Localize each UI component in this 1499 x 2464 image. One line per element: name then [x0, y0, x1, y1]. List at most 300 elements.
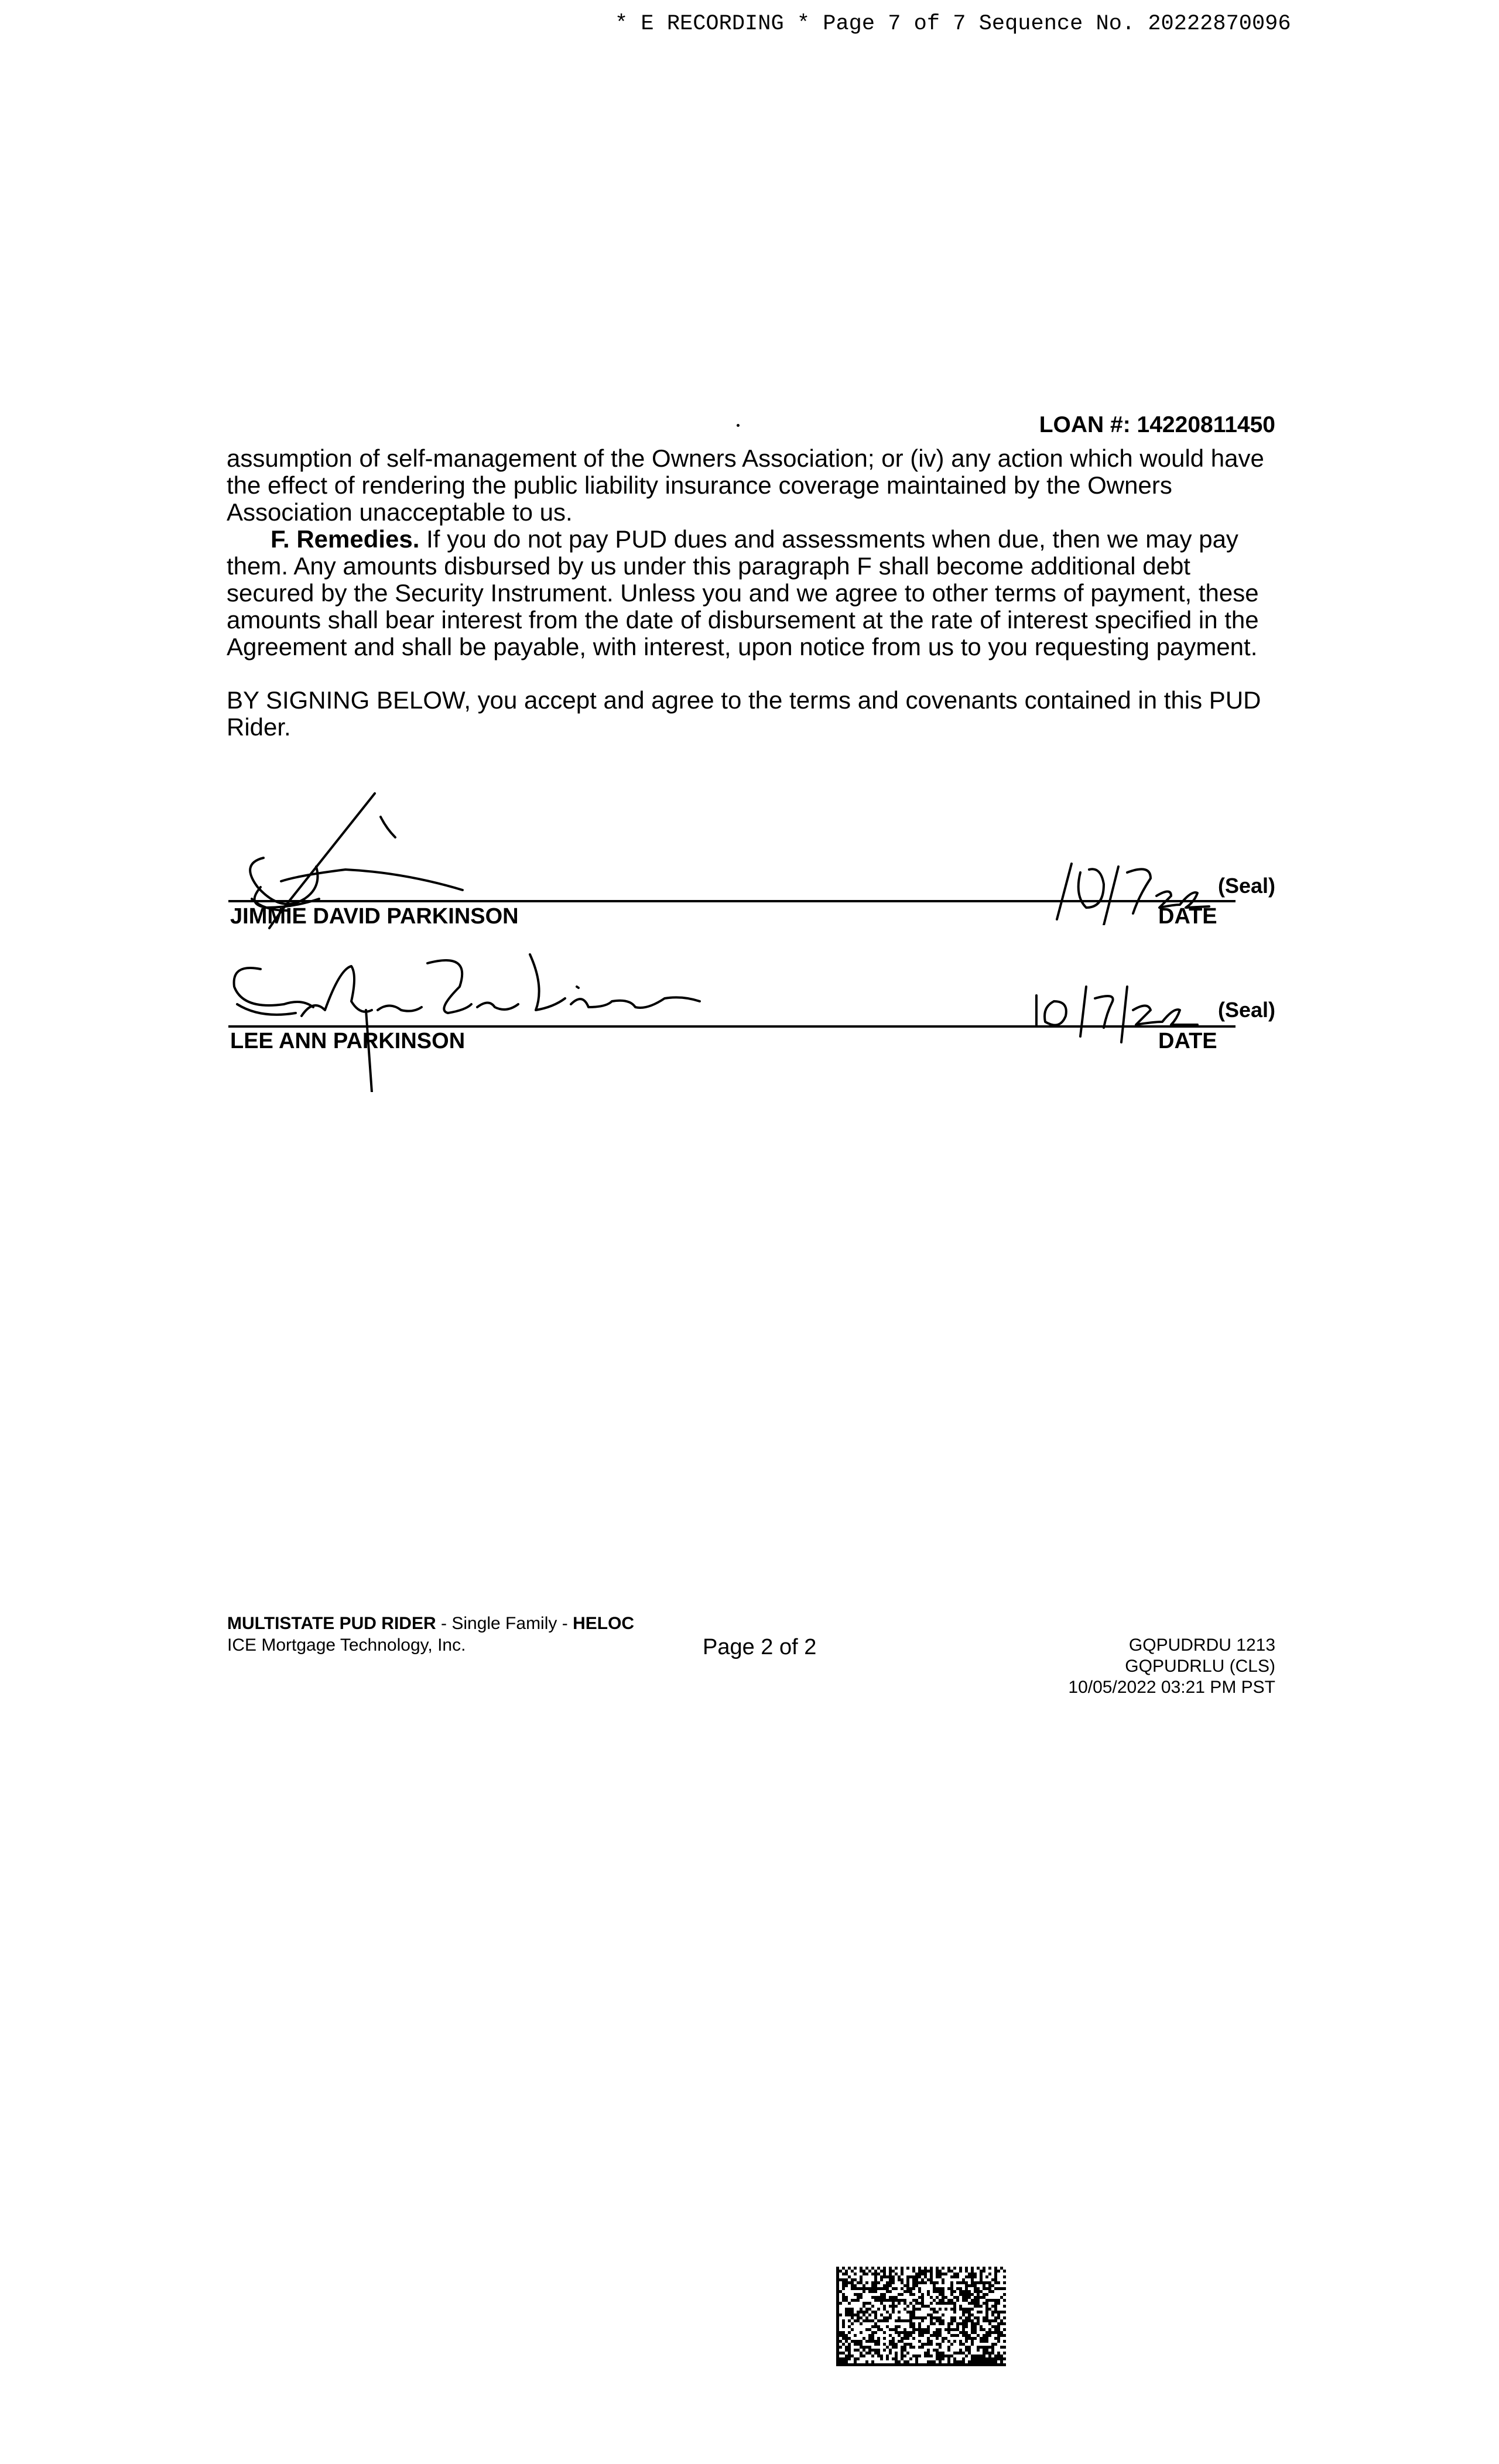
barcode-module — [936, 2331, 939, 2334]
barcode-module — [901, 2293, 903, 2296]
barcode-module — [988, 2299, 991, 2302]
barcode-module — [933, 2287, 936, 2290]
barcode-module — [927, 2305, 930, 2308]
barcode-module — [962, 2281, 965, 2284]
barcode-module — [994, 2299, 997, 2302]
barcode-module — [962, 2325, 965, 2328]
barcode-module — [939, 2322, 942, 2325]
barcode-module — [991, 2314, 994, 2316]
barcode-module — [997, 2328, 1000, 2331]
barcode-module — [983, 2363, 985, 2366]
barcode-module — [974, 2305, 977, 2308]
barcode-module — [1003, 2352, 1006, 2355]
barcode-module — [997, 2314, 1000, 2316]
barcode-module — [936, 2275, 939, 2278]
barcode-module — [909, 2302, 912, 2305]
barcode-module — [930, 2270, 933, 2273]
barcode-module — [959, 2287, 962, 2290]
barcode-module — [959, 2340, 962, 2343]
barcode-module — [874, 2287, 877, 2290]
barcode-module — [936, 2343, 939, 2346]
rider-body — [227, 445, 1278, 741]
barcode-module — [983, 2340, 985, 2343]
barcode-module — [842, 2337, 845, 2340]
stray-mark — [737, 424, 740, 427]
barcode-module — [842, 2273, 845, 2275]
barcode-module — [936, 2316, 939, 2319]
barcode-module — [839, 2270, 842, 2273]
barcode-module — [959, 2343, 962, 2346]
barcode-module — [912, 2293, 915, 2296]
barcode-module — [848, 2302, 851, 2305]
barcode-module — [953, 2311, 956, 2314]
form-title-separator: - — [557, 1614, 573, 1633]
barcode-module — [947, 2299, 950, 2302]
barcode-module — [968, 2352, 971, 2355]
barcode-module — [921, 2273, 924, 2275]
barcode-module — [903, 2355, 906, 2357]
barcode-module — [845, 2296, 848, 2299]
barcode-module — [977, 2267, 980, 2270]
barcode-module — [985, 2334, 988, 2337]
barcode-module — [921, 2346, 924, 2349]
barcode-module — [845, 2360, 848, 2363]
barcode-module — [842, 2278, 845, 2281]
barcode-module — [871, 2325, 874, 2328]
barcode-module — [933, 2322, 936, 2325]
barcode-module — [906, 2352, 909, 2355]
barcode-module — [988, 2355, 991, 2357]
barcode-module — [971, 2357, 974, 2360]
barcode-module — [845, 2278, 848, 2281]
barcode-module — [901, 2337, 903, 2340]
barcode-module — [1000, 2296, 1003, 2299]
barcode-module — [997, 2316, 1000, 2319]
barcode-module — [865, 2311, 868, 2314]
barcode-module — [956, 2275, 959, 2278]
barcode-module — [983, 2296, 985, 2299]
barcode-module — [860, 2322, 863, 2325]
barcode-module — [991, 2325, 994, 2328]
barcode-module — [854, 2293, 857, 2296]
barcode-module — [889, 2273, 892, 2275]
barcode-module — [883, 2343, 886, 2346]
barcode-module — [936, 2296, 939, 2299]
barcode-module — [836, 2284, 839, 2287]
barcode-module — [871, 2267, 874, 2270]
barcode-module — [901, 2270, 903, 2273]
barcode-module — [962, 2290, 965, 2293]
barcode-module — [898, 2340, 901, 2343]
barcode-module — [851, 2355, 854, 2357]
barcode-module — [863, 2284, 865, 2287]
barcode-module — [874, 2349, 877, 2352]
barcode-module — [985, 2314, 988, 2316]
barcode-module — [971, 2322, 974, 2325]
barcode-module — [974, 2287, 977, 2290]
barcode-module — [997, 2331, 1000, 2334]
barcode-module — [880, 2275, 883, 2278]
barcode-module — [865, 2302, 868, 2305]
barcode-module — [985, 2293, 988, 2296]
barcode-module — [912, 2331, 915, 2334]
barcode-module — [985, 2281, 988, 2284]
barcode-module — [950, 2290, 953, 2293]
barcode-module — [974, 2275, 977, 2278]
barcode-module — [839, 2357, 842, 2360]
barcode-module — [933, 2299, 936, 2302]
barcode-module — [965, 2296, 968, 2299]
barcode-module — [994, 2267, 997, 2270]
barcode-module — [924, 2363, 927, 2366]
barcode-module — [936, 2349, 939, 2352]
barcode-module — [1003, 2293, 1006, 2296]
barcode-module — [930, 2355, 933, 2357]
barcode-module — [906, 2343, 909, 2346]
barcode-module — [921, 2299, 924, 2302]
barcode-module — [854, 2363, 857, 2366]
barcode-module — [947, 2349, 950, 2352]
barcode-module — [974, 2302, 977, 2305]
barcode-module — [959, 2349, 962, 2352]
barcode-module — [977, 2360, 980, 2363]
barcode-module — [980, 2273, 983, 2275]
barcode-module — [863, 2346, 865, 2349]
barcode-module — [997, 2302, 1000, 2305]
barcode-module — [857, 2287, 860, 2290]
barcode-module — [965, 2349, 968, 2352]
barcode-module — [868, 2334, 871, 2337]
barcode-module — [947, 2360, 950, 2363]
barcode-module — [889, 2316, 892, 2319]
form-title-separator: - — [436, 1614, 452, 1633]
barcode-module — [903, 2331, 906, 2334]
barcode-module — [865, 2360, 868, 2363]
barcode-module — [983, 2281, 985, 2284]
barcode-module — [956, 2273, 959, 2275]
barcode-module — [903, 2308, 906, 2311]
barcode-module — [906, 2275, 909, 2278]
barcode-module — [953, 2302, 956, 2305]
barcode-module — [924, 2355, 927, 2357]
barcode-module — [874, 2325, 877, 2328]
barcode-module — [950, 2308, 953, 2311]
barcode-module — [863, 2270, 865, 2273]
barcode-module — [892, 2311, 895, 2314]
barcode-module — [985, 2363, 988, 2366]
barcode-module — [860, 2363, 863, 2366]
barcode-module — [942, 2287, 944, 2290]
barcode-module — [950, 2316, 953, 2319]
barcode-module — [892, 2363, 895, 2366]
barcode-module — [883, 2296, 886, 2299]
barcode-module — [863, 2363, 865, 2366]
barcode-module — [965, 2267, 968, 2270]
barcode-module — [889, 2343, 892, 2346]
barcode-module — [860, 2267, 863, 2270]
barcode-module — [942, 2278, 944, 2281]
barcode-module — [933, 2316, 936, 2319]
signer-name-1: JIMMIE DAVID PARKINSON — [230, 904, 519, 929]
barcode-module — [988, 2322, 991, 2325]
barcode-module — [921, 2328, 924, 2331]
barcode-module — [868, 2328, 871, 2331]
barcode-module — [977, 2302, 980, 2305]
barcode-module — [848, 2352, 851, 2355]
barcode-module — [874, 2314, 877, 2316]
barcode-module — [915, 2360, 918, 2363]
barcode-module — [868, 2319, 871, 2322]
barcode-module — [903, 2284, 906, 2287]
barcode-module — [933, 2334, 936, 2337]
signing-statement: BY SIGNING BELOW, you accept and agree to the terms and covenants contained in this PUD Rider. — [227, 686, 1261, 741]
seal-label-1: (Seal) — [1218, 874, 1276, 898]
barcode-module — [889, 2352, 892, 2355]
barcode-module — [930, 2340, 933, 2343]
barcode-module — [877, 2337, 880, 2340]
barcode-module — [877, 2308, 880, 2311]
barcode-module — [836, 2349, 839, 2352]
barcode-module — [991, 2284, 994, 2287]
barcode-module — [880, 2296, 883, 2299]
barcode-module — [863, 2337, 865, 2340]
barcode-module — [851, 2316, 854, 2319]
barcode-module — [962, 2343, 965, 2346]
barcode-module — [1003, 2299, 1006, 2302]
barcode-module — [903, 2343, 906, 2346]
barcode-module — [977, 2363, 980, 2366]
barcode-module — [936, 2302, 939, 2305]
barcode-module — [906, 2284, 909, 2287]
barcode-module — [924, 2305, 927, 2308]
barcode-module — [836, 2308, 839, 2311]
barcode-module — [980, 2278, 983, 2281]
barcode-module — [912, 2346, 915, 2349]
barcode-module — [848, 2325, 851, 2328]
barcode-module — [991, 2290, 994, 2293]
barcode-module — [839, 2363, 842, 2366]
barcode-module — [988, 2281, 991, 2284]
barcode-module — [997, 2334, 1000, 2337]
barcode-module — [868, 2314, 871, 2316]
barcode-module — [939, 2343, 942, 2346]
barcode-module — [933, 2360, 936, 2363]
barcode-module — [892, 2346, 895, 2349]
barcode-module — [988, 2273, 991, 2275]
barcode-module — [842, 2334, 845, 2337]
barcode-module — [953, 2316, 956, 2319]
barcode-module — [983, 2270, 985, 2273]
barcode-module — [842, 2299, 845, 2302]
barcode-module — [848, 2308, 851, 2311]
barcode-module — [953, 2296, 956, 2299]
barcode-module — [968, 2334, 971, 2337]
barcode-module — [886, 2275, 889, 2278]
barcode-module — [959, 2360, 962, 2363]
barcode-module — [1000, 2363, 1003, 2366]
barcode-module — [901, 2299, 903, 2302]
barcode-module — [877, 2287, 880, 2290]
barcode-module — [936, 2311, 939, 2314]
barcode-module — [842, 2352, 845, 2355]
barcode-module — [915, 2275, 918, 2278]
barcode-module — [1003, 2346, 1006, 2349]
barcode-module — [988, 2290, 991, 2293]
barcode-module — [936, 2267, 939, 2270]
barcode-module — [921, 2316, 924, 2319]
barcode-module — [997, 2325, 1000, 2328]
barcode-module — [936, 2270, 939, 2273]
barcode-module — [977, 2296, 980, 2299]
barcode-module — [918, 2331, 921, 2334]
barcode-module — [985, 2287, 988, 2290]
barcode-module — [860, 2340, 863, 2343]
barcode-module — [895, 2331, 898, 2334]
barcode-module — [898, 2293, 901, 2296]
barcode-module — [889, 2299, 892, 2302]
barcode-module — [980, 2325, 983, 2328]
barcode-module — [936, 2328, 939, 2331]
barcode-module — [965, 2322, 968, 2325]
barcode-module — [848, 2275, 851, 2278]
barcode-module — [968, 2273, 971, 2275]
barcode-module — [988, 2284, 991, 2287]
barcode-module — [839, 2314, 842, 2316]
barcode-module — [854, 2357, 857, 2360]
barcode-module — [939, 2328, 942, 2331]
barcode-module — [942, 2322, 944, 2325]
barcode-module — [974, 2325, 977, 2328]
barcode-module — [997, 2352, 1000, 2355]
barcode-module — [971, 2284, 974, 2287]
barcode-module — [924, 2316, 927, 2319]
barcode-module — [988, 2357, 991, 2360]
barcode-module — [871, 2319, 874, 2322]
barcode-module — [974, 2284, 977, 2287]
barcode-module — [985, 2308, 988, 2311]
barcode-module — [895, 2360, 898, 2363]
barcode-module — [930, 2316, 933, 2319]
remedies-heading: F. Remedies. — [271, 525, 420, 553]
barcode-module — [933, 2290, 936, 2293]
barcode-module — [880, 2328, 883, 2331]
barcode-module — [936, 2352, 939, 2355]
barcode-module — [942, 2355, 944, 2357]
barcode-module — [912, 2308, 915, 2311]
barcode-module — [906, 2337, 909, 2340]
barcode-module — [839, 2331, 842, 2334]
barcode-module — [912, 2337, 915, 2340]
barcode-module — [886, 2311, 889, 2314]
barcode-module — [942, 2293, 944, 2296]
barcode-module — [953, 2275, 956, 2278]
barcode-module — [944, 2363, 947, 2366]
barcode-module — [883, 2275, 886, 2278]
barcode-module — [930, 2319, 933, 2322]
barcode-module — [871, 2363, 874, 2366]
barcode-module — [985, 2337, 988, 2340]
barcode-module — [857, 2299, 860, 2302]
barcode-module — [883, 2287, 886, 2290]
barcode-module — [912, 2322, 915, 2325]
barcode-module — [991, 2352, 994, 2355]
barcode-module — [860, 2355, 863, 2357]
barcode-module — [871, 2340, 874, 2343]
barcode-module — [906, 2287, 909, 2290]
barcode-module — [962, 2293, 965, 2296]
barcode-module — [950, 2322, 953, 2325]
barcode-module — [927, 2340, 930, 2343]
barcode-module — [974, 2337, 977, 2340]
barcode-module — [980, 2360, 983, 2363]
barcode-module — [892, 2340, 895, 2343]
barcode-module — [930, 2296, 933, 2299]
barcode-module — [918, 2328, 921, 2331]
barcode-module — [865, 2287, 868, 2290]
barcode-module — [918, 2346, 921, 2349]
barcode-module — [980, 2340, 983, 2343]
barcode-module — [950, 2343, 953, 2346]
barcode-module — [851, 2311, 854, 2314]
barcode-module — [892, 2337, 895, 2340]
barcode-module — [939, 2290, 942, 2293]
barcode-module — [988, 2360, 991, 2363]
barcode-module — [839, 2290, 842, 2293]
barcode-module — [930, 2278, 933, 2281]
barcode-module — [980, 2270, 983, 2273]
barcode-module — [962, 2360, 965, 2363]
barcode-module — [909, 2316, 912, 2319]
barcode-module — [997, 2363, 1000, 2366]
barcode-module — [854, 2267, 857, 2270]
barcode-module — [950, 2284, 953, 2287]
barcode-module — [936, 2357, 939, 2360]
barcode-module — [874, 2352, 877, 2355]
barcode-module — [997, 2355, 1000, 2357]
barcode-module — [1003, 2357, 1006, 2360]
barcode-module — [874, 2273, 877, 2275]
barcode-module — [889, 2278, 892, 2281]
barcode-module — [956, 2363, 959, 2366]
barcode-module — [921, 2296, 924, 2299]
barcode-module — [983, 2360, 985, 2363]
barcode-module — [980, 2346, 983, 2349]
barcode-module — [906, 2311, 909, 2314]
barcode-module — [942, 2319, 944, 2322]
barcode-module — [939, 2287, 942, 2290]
barcode-module — [942, 2340, 944, 2343]
barcode-module — [857, 2343, 860, 2346]
barcode-module — [871, 2355, 874, 2357]
barcode-module — [971, 2299, 974, 2302]
barcode-module — [909, 2357, 912, 2360]
barcode-module — [1000, 2319, 1003, 2322]
barcode-module — [836, 2314, 839, 2316]
barcode-module — [980, 2275, 983, 2278]
barcode-module — [912, 2267, 915, 2270]
barcode-module — [892, 2278, 895, 2281]
barcode-module — [962, 2363, 965, 2366]
barcode-module — [901, 2346, 903, 2349]
barcode-module — [877, 2325, 880, 2328]
barcode-module — [898, 2278, 901, 2281]
barcode-module — [903, 2360, 906, 2363]
barcode-module — [988, 2287, 991, 2290]
barcode-module — [947, 2287, 950, 2290]
barcode-module — [836, 2357, 839, 2360]
barcode-module — [909, 2293, 912, 2296]
barcode-module — [860, 2311, 863, 2314]
